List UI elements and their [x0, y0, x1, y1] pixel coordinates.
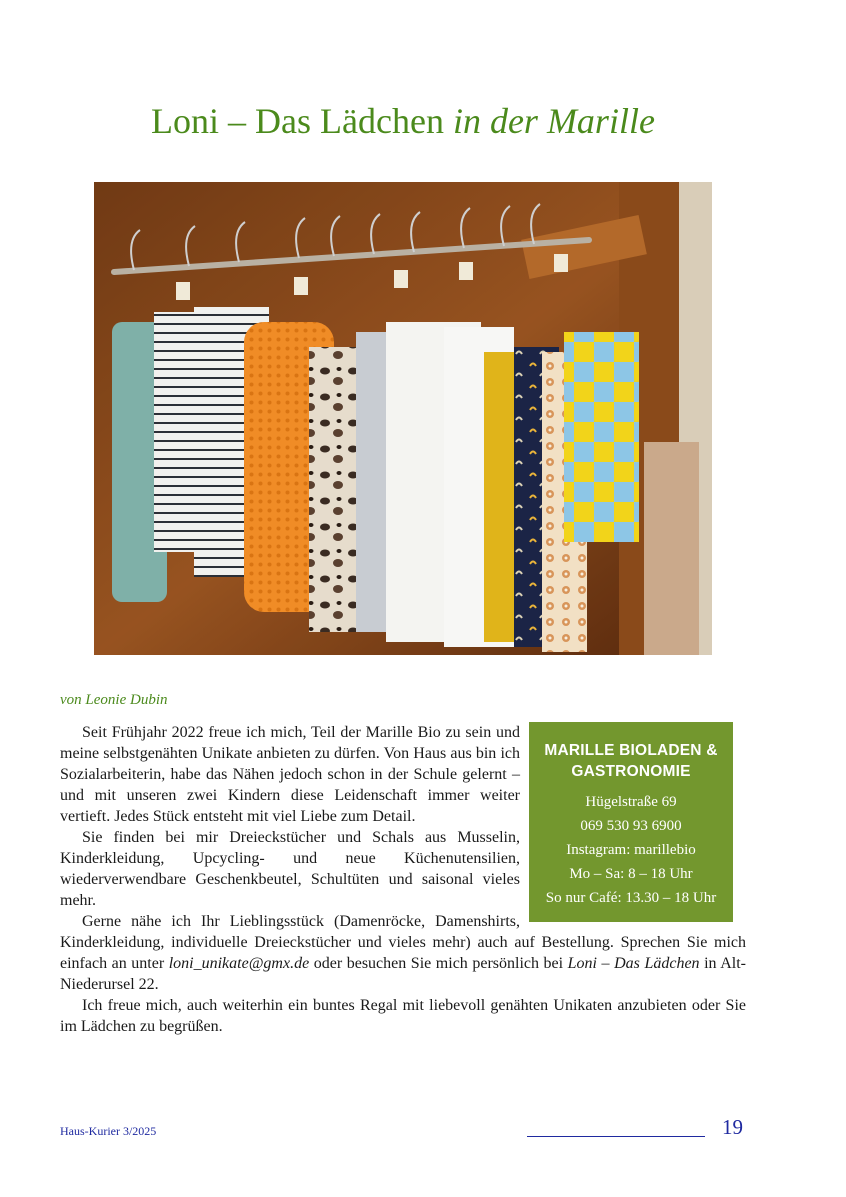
shop-name: Loni – Das Lädchen [567, 955, 700, 972]
title-main: Loni – Das Lädchen [151, 101, 453, 141]
info-hours-sunday: So nur Café: 13.30 – 18 Uhr [545, 890, 717, 906]
byline: von Leonie Dubin [60, 692, 168, 708]
clothes-rack-photo [94, 182, 712, 655]
article-title [0, 100, 806, 142]
info-instagram: Instagram: marillebio [566, 842, 696, 858]
footer-rule [527, 1136, 705, 1137]
paragraph-4: Ich freue mich, auch weiterhin ein buntes Regal mit liebevoll genähten Unikaten anzubieten oder Sie im Lädchen zu begrüßen. [60, 997, 746, 1035]
paragraph-1: Seit Frühjahr 2022 freue ich mich, Teil der Marille Bio zu sein und meine selbstgenähten Unikate anbieten zu dürfen. Von Haus aus bin ich Sozialarbeiterin, habe das Nähen jedoch schon in der Schule gelernt – und mit unseren zwei Kindern diese Leidenschaft immer weiter vertieft. Jedes Stück entsteht mit viel Liebe zum Detail. [60, 724, 520, 825]
article-body [60, 722, 746, 1037]
paragraph-3 [60, 911, 746, 995]
paragraph-3-part-a: Gerne nähe ich Ihr Lieblingsstück (Damenröcke, Damenshirts, Kinderkleidung, individuelle Dreieckstücher und vieles mehr) auch auf Bestellung. Sprechen Sie mich einfach an unter [60, 913, 746, 972]
info-address: Hügelstraße 69 [585, 794, 677, 810]
publication-name: Haus-Kurier 3/2025 [60, 1124, 157, 1138]
info-hours-weekday: Mo – Sa: 8 – 18 Uhr [569, 866, 693, 882]
title-italic: in der Marille [452, 101, 655, 141]
page-number: 19 [722, 1115, 743, 1139]
info-box-spacer [542, 722, 746, 922]
info-box-heading: MARILLE BIOLADEN & GASTRONOMIE [544, 742, 718, 780]
email-address[interactable]: loni_unikate@gmx.de [168, 955, 310, 972]
paragraph-2: Sie finden bei mir Dreieckstücher und Schals aus Musselin, Kinderkleidung, Upcycling- und neue Küchenutensilien, wiederverwendbare Geschenkbeutel, Schultüten und saisonal vieles mehr. [60, 829, 520, 909]
paragraph-3-part-b: oder besuchen Sie mich persönlich bei [309, 955, 568, 972]
info-phone: 069 530 93 6900 [580, 818, 682, 834]
paragraph-3-part-c: in Alt-Niederursel 22. [60, 955, 746, 993]
